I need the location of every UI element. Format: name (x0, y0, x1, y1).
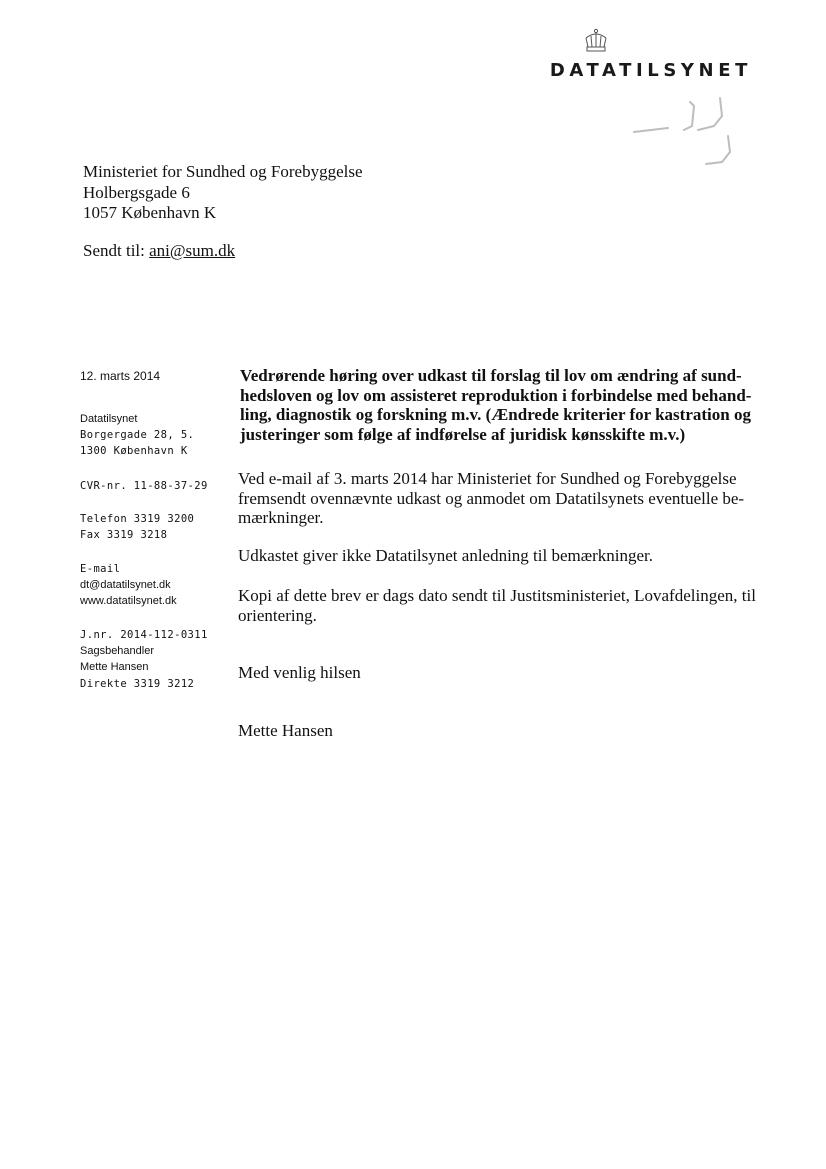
contact-email-link[interactable]: dt@datatilsynet.dk (80, 579, 171, 592)
crown-icon (582, 28, 610, 54)
sent-to-email-link[interactable]: ani@sum.dk (149, 241, 236, 260)
sender-city: 1300 København K (80, 445, 188, 458)
case-handler-name: Mette Hansen (80, 661, 149, 674)
sender-address (80, 411, 194, 460)
body-line: Ved e-mail af 3. marts 2014 har Ministeriet for Sundhed og Forebyggelse (238, 469, 737, 488)
subject-line: ling, diagnostik og forskning m.v. (Ændrede kriterier for kastration og (240, 405, 751, 424)
recipient-city: 1057 København K (83, 203, 217, 222)
fax-number: Fax 3319 3218 (80, 529, 168, 542)
journal-number: J.nr. 2014-112-0311 (80, 629, 208, 641)
sender-street: Borgergade 28, 5. (80, 429, 195, 442)
body-line: Kopi af dette brev er dags dato sendt til Justitsministeriet, Lovafdelingen, til (238, 586, 756, 605)
case-block (80, 627, 208, 692)
signature-name: Mette Hansen (238, 721, 333, 740)
body-line: fremsendt ovennævnte udkast og anmodet om Datatilsynets eventuelle be- (238, 488, 745, 508)
body-line: Udkastet giver ikke Datatilsynet anledning til bemærkninger. (238, 546, 653, 565)
phone-block (80, 511, 194, 543)
recipient-name: Ministeriet for Sundhed og Forebyggelse (83, 162, 363, 181)
body-paragraph-2 (238, 546, 653, 566)
subject-line: Vedrørende høring over udkast til forslag til lov om ændring af sund- (240, 366, 742, 385)
body-line: orientering. (238, 605, 317, 625)
direct-phone: Direkte 3319 3212 (80, 677, 195, 690)
contact-block (80, 561, 177, 610)
subject-line: hedsloven og lov om assisteret reproduktion i forbindelse med behand- (240, 385, 752, 405)
recipient-address (83, 162, 363, 224)
website-link[interactable]: www.datatilsynet.dk (80, 595, 177, 608)
closing-greeting: Med venlig hilsen (238, 663, 361, 682)
case-handler-label: Sagsbehandler (80, 645, 155, 658)
body-line: mærkninger. (238, 508, 324, 527)
handwritten-stamp-icon (628, 92, 738, 172)
email-label: E-mail (80, 563, 121, 575)
cvr-number: CVR-nr. 11-88-37-29 (80, 480, 208, 492)
subject-line: justeringer som følge af indførelse af juridisk kønsskifte m.v.) (240, 424, 686, 444)
logo-wordmark: DATATILSYNET (549, 60, 752, 81)
body-paragraph-1 (238, 469, 744, 528)
sent-to-label: Sendt til: (83, 241, 150, 260)
sender-org: Datatilsynet (80, 413, 138, 425)
recipient-street: Holbergsgade 6 (83, 182, 190, 202)
letter-date: 12. marts 2014 (80, 369, 161, 383)
telefon-number: Telefon 3319 3200 (80, 513, 195, 525)
body-paragraph-3 (238, 586, 756, 625)
letter-subject (240, 366, 760, 444)
sent-to-line (83, 241, 235, 261)
